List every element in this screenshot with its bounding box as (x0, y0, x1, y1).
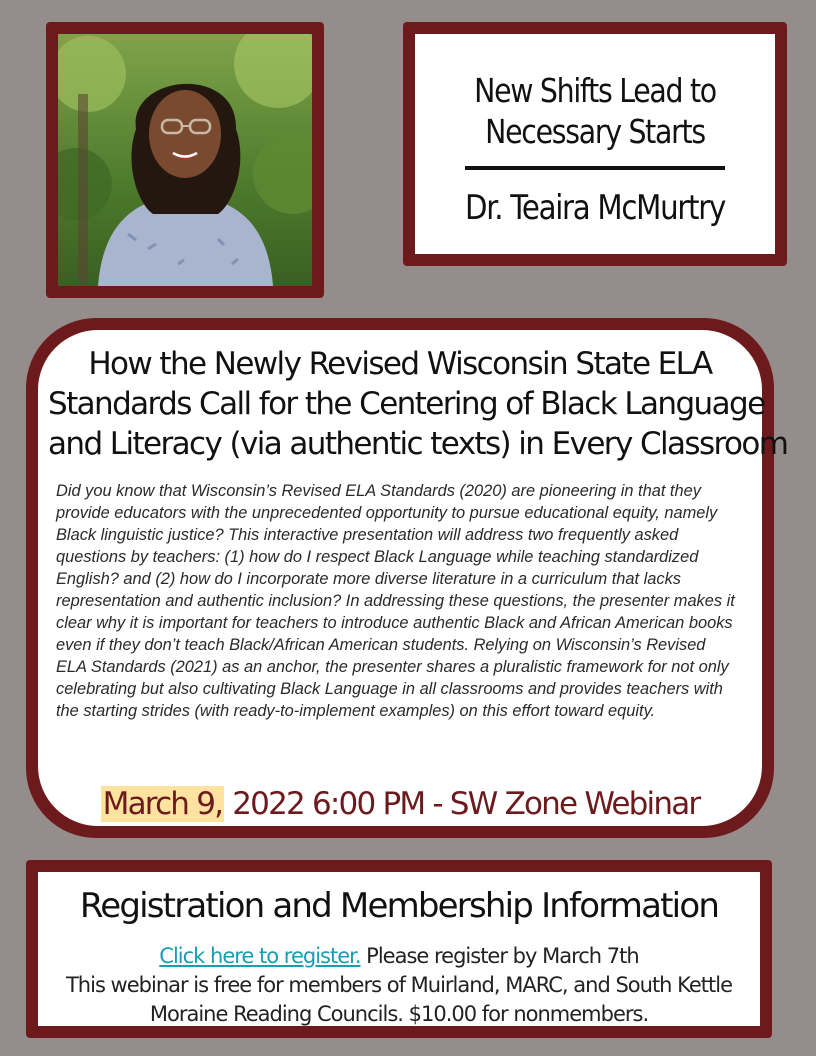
session-heading-line: and Literacy (via authentic texts) in Every Classroom (48, 426, 788, 462)
title-divider (465, 166, 725, 170)
session-heading-line: Standards Call for the Centering of Black Language (48, 386, 765, 422)
session-description-inner (38, 330, 788, 826)
event-date-time (38, 786, 762, 822)
speaker-photo-frame (46, 22, 324, 298)
session-description: Did you know that Wisconsin’s Revised ELA Standards (2020) are pioneering in that they provide educators with the unprecedented opportunity to pursue educational equity, namely Black linguistic justice? This interactive presentation will address two frequently asked questions by teachers: (1) how do I respect Black Language while teaching standardized English? and (2) how do I incorporate more diverse literature in a curriculum that lacks representation and authentic inclusion? In addressing these questions, the presenter makes it clear why it is important for teachers to introduce authentic Black and African American books even if they don’t teach Black/African American students. Relying on Wisconsin’s Revised ELA Standards (2021) as an anchor, the presenter shares a pluralistic framework for not only celebrating but also cultivating Black Language in all classrooms and provides teachers with the starting strides (with ready-to-implement examples) on this effort toward equity. (56, 482, 735, 720)
event-date: March 9, (102, 786, 223, 822)
registration-heading: Registration and Membership Information (79, 886, 719, 926)
registration-text (38, 942, 760, 1029)
session-heading (48, 344, 788, 464)
session-heading-line: How the Newly Revised Wisconsin State ELA (88, 346, 712, 382)
registration-line (38, 942, 760, 971)
session-description-panel (26, 318, 788, 838)
membership-fee-line: This webinar is free for members of Muirland, MARC, and South Kettle (65, 973, 733, 997)
event-time-location: 2022 6:00 PM - SW Zone Webinar (224, 786, 700, 822)
registration-panel (26, 860, 772, 1038)
speaker-name: Dr. Teaira McMurtry (465, 188, 725, 228)
speaker-photo (58, 34, 312, 286)
talk-title: New Shifts Lead to Necessary Starts (474, 71, 716, 151)
registration-deadline: Please register by March 7th (360, 944, 639, 968)
title-card (403, 22, 787, 266)
title-card-inner (415, 34, 775, 254)
register-link[interactable]: Click here to register. (159, 944, 361, 968)
membership-fee-line: Moraine Reading Councils. $10.00 for nonmembers. (149, 1002, 649, 1026)
registration-inner (38, 872, 760, 1026)
